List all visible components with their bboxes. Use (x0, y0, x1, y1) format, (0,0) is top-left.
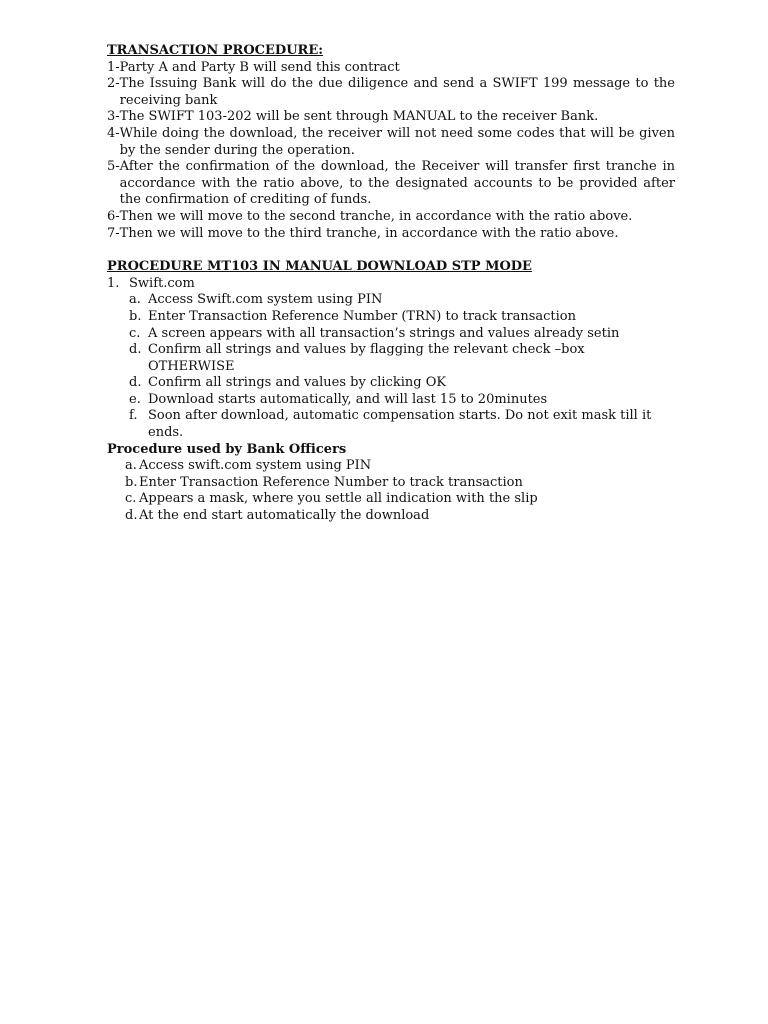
item-text: After the confirmation of the download, the Receiver will transfer first tranche in accordance with the ratio above, to the designated accounts to be provided after the confirmation of crediting of funds. (119, 159, 675, 208)
item-text: Enter Transaction Reference Number (TRN) to track transaction (148, 308, 576, 324)
list-item (107, 392, 675, 409)
item-text: At the end start automatically the download (139, 508, 430, 524)
list-item (107, 375, 675, 392)
list-item (107, 491, 675, 508)
item-letter: b. (125, 474, 138, 490)
item-number: 4- (107, 125, 120, 141)
section-bank-officers-title: Procedure used by Bank Officers (107, 441, 347, 457)
item-number: 7- (107, 225, 120, 241)
item-text: The SWIFT 103-202 will be sent through MANUAL to the receiver Bank. (119, 109, 599, 125)
list-item (107, 292, 675, 309)
list-item (107, 209, 675, 226)
list-item (107, 309, 675, 326)
section-mt103-procedure-title: PROCEDURE MT103 IN MANUAL DOWNLOAD STP MODE (107, 259, 532, 275)
item-number: 3- (107, 109, 120, 125)
item-letter: a. (125, 458, 137, 474)
item-text: Download starts automatically, and will last 15 to 20minutes (148, 391, 548, 407)
item-number: 2- (107, 76, 120, 92)
item-text: Confirm all strings and values by clicking OK (148, 375, 447, 391)
list-item (107, 342, 675, 375)
document-page (107, 43, 675, 525)
list-item (107, 475, 675, 492)
list-item (107, 226, 675, 243)
section-transaction-procedure-title: TRANSACTION PROCEDURE: (107, 43, 324, 58)
list-item (107, 76, 675, 109)
list-item (107, 458, 675, 475)
item-text: Access Swift.com system using PIN (148, 292, 383, 308)
list-item (107, 159, 675, 209)
item-text: Appears a mask, where you settle all indication with the slip (139, 491, 538, 507)
item-letter: a. (129, 292, 141, 308)
item-text: Then we will move to the second tranche, in accordance with the ratio above. (119, 208, 633, 224)
item-text: Confirm all strings and values by flagging the relevant check –box OTHERWISE (148, 342, 585, 374)
list-item (107, 326, 675, 343)
item-text: Access swift.com system using PIN (139, 458, 372, 474)
item-letter: c. (129, 325, 141, 341)
item-text: The Issuing Bank will do the due diligence and send a SWIFT 199 message to the receiving bank (119, 76, 675, 108)
item-text: Party A and Party B will send this contract (119, 59, 400, 75)
mt103-sub-list (107, 292, 675, 441)
list-item (107, 109, 675, 126)
item-text: Soon after download, automatic compensation starts. Do not exit mask till it ends. (148, 408, 652, 441)
list-item (107, 60, 675, 77)
item-number: 1- (107, 59, 120, 75)
item-letter: c. (125, 491, 137, 507)
list-item (107, 126, 675, 159)
item-letter: d. (129, 342, 142, 358)
item-text: Then we will move to the third tranche, in accordance with the ratio above. (119, 225, 619, 241)
list-item (107, 508, 675, 525)
item-letter: d. (125, 508, 138, 524)
item-number: 6- (107, 208, 120, 224)
item-text: A screen appears with all transaction’s strings and values already setin (148, 325, 620, 341)
item-text: Swift.com (129, 275, 195, 291)
item-number: 1. (107, 275, 120, 291)
transaction-procedure-list (107, 60, 675, 243)
list-item (107, 408, 675, 441)
item-letter: f. (129, 408, 138, 424)
item-letter: b. (129, 308, 142, 324)
bank-officers-list (107, 458, 675, 524)
item-number: 5- (107, 159, 120, 175)
item-letter: e. (129, 391, 141, 407)
item-text: Enter Transaction Reference Number to track transaction (139, 474, 523, 490)
list-item (107, 276, 675, 293)
section-spacer (107, 242, 675, 259)
item-text: While doing the download, the receiver will not need some codes that will be given by the sender during the operation. (119, 125, 675, 158)
item-letter: d. (129, 375, 142, 391)
